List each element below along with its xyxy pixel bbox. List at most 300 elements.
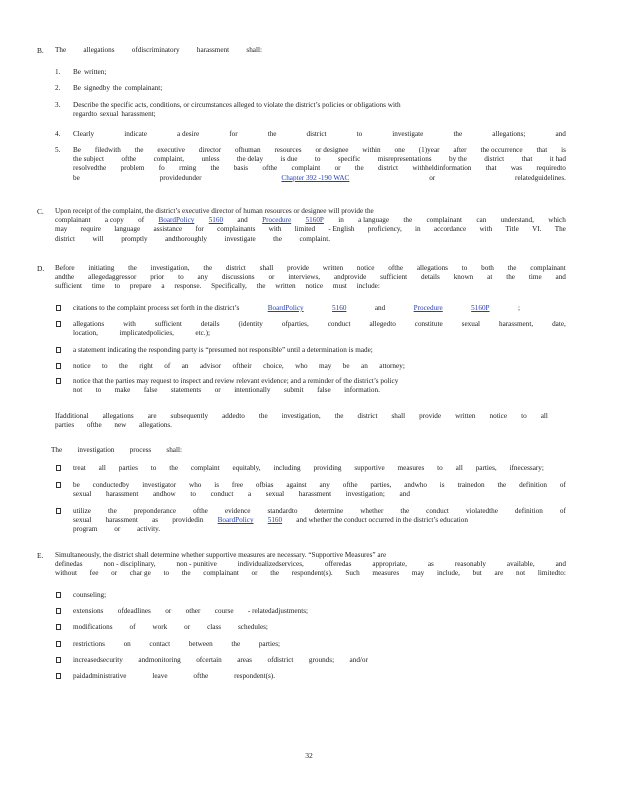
word: for xyxy=(195,225,204,234)
word: include, xyxy=(436,569,460,578)
policy-link[interactable]: 5160 xyxy=(332,304,347,312)
word: the xyxy=(112,84,122,92)
word: to xyxy=(437,464,443,472)
word: sufficient xyxy=(55,282,83,291)
list-number: 5. xyxy=(55,146,61,154)
word: ofbias xyxy=(255,481,274,489)
word: the subject xyxy=(73,155,104,164)
word: provide xyxy=(287,264,309,272)
bullet-box-icon xyxy=(56,482,61,488)
word: resolvedthe xyxy=(73,164,107,173)
word: district xyxy=(378,164,398,173)
word: harassment; xyxy=(121,110,156,119)
word: - relatedadjustments; xyxy=(247,607,308,615)
word: ofthe xyxy=(193,672,209,680)
word: class xyxy=(207,623,222,631)
word: all xyxy=(455,464,463,472)
word: be xyxy=(73,173,80,182)
word: increasedsecurity xyxy=(73,656,123,664)
word: for xyxy=(229,130,238,138)
word: parties, xyxy=(475,464,497,472)
word: citations to the complaint process set forth in the district’s xyxy=(73,304,240,312)
word: fee xyxy=(89,569,99,578)
word: is due xyxy=(280,155,298,164)
word: ofcertain xyxy=(196,656,222,664)
word: is xyxy=(214,481,220,489)
word: be xyxy=(342,362,350,370)
word: other xyxy=(185,607,201,615)
list-number: 1. xyxy=(55,68,61,76)
word: can xyxy=(476,216,487,225)
word: to xyxy=(114,282,121,291)
word: parties; xyxy=(258,640,280,648)
bullet-box-icon xyxy=(56,305,61,311)
word: regardto xyxy=(73,110,97,119)
bullet-box-icon xyxy=(56,592,61,598)
word: statements xyxy=(170,386,202,395)
word: complainant xyxy=(426,216,462,225)
word: and xyxy=(555,273,566,282)
word: interviews, xyxy=(288,273,321,282)
word: provide xyxy=(419,412,442,420)
word: ; xyxy=(517,304,520,312)
text-line xyxy=(73,329,210,339)
word: Ifadditional xyxy=(55,412,89,420)
word: fo xyxy=(158,164,165,173)
word: parties xyxy=(118,464,138,472)
word: to xyxy=(461,264,468,272)
word: ofthe xyxy=(388,264,404,272)
word: andprovide xyxy=(333,273,367,282)
word: non - punitive xyxy=(176,560,217,569)
word: andhow xyxy=(152,490,176,499)
word: response. xyxy=(174,282,202,291)
word: providing xyxy=(313,464,342,472)
policy-link[interactable]: BoardPolicy xyxy=(217,516,254,525)
word: harassment xyxy=(298,490,332,499)
word: areas xyxy=(237,656,252,664)
word: parties xyxy=(55,421,75,430)
policy-link[interactable]: Procedure xyxy=(262,216,292,225)
word: notice xyxy=(73,362,91,370)
bullet-box-icon xyxy=(56,657,61,663)
word: sexual xyxy=(73,490,92,499)
word: ofparties, xyxy=(281,320,309,328)
word: allegations xyxy=(83,46,115,54)
text-line xyxy=(73,346,373,356)
word: the xyxy=(354,164,364,173)
bullet-box-icon xyxy=(56,608,61,614)
word: Be xyxy=(73,146,81,154)
word: that xyxy=(485,164,497,173)
word: filedwith xyxy=(94,146,121,154)
word: false xyxy=(317,386,331,395)
list-number: 3. xyxy=(55,101,61,109)
text-line xyxy=(55,235,330,245)
word: may xyxy=(411,569,425,578)
word: process xyxy=(129,446,152,454)
text-line xyxy=(73,672,275,682)
word: proficiency, xyxy=(367,225,402,234)
word: to xyxy=(521,412,527,420)
word: specific xyxy=(337,155,361,164)
policy-link[interactable]: BoardPolicy xyxy=(158,216,195,225)
word: details xyxy=(421,273,440,282)
word: trainedon xyxy=(457,481,485,489)
word: providedunder xyxy=(159,173,202,182)
word: ofhuman xyxy=(235,146,261,154)
word: ofthe xyxy=(342,481,358,489)
word: a language xyxy=(358,216,390,225)
word: or xyxy=(114,525,121,534)
word: within xyxy=(362,146,381,154)
word: an xyxy=(181,362,189,370)
word: to xyxy=(163,569,170,578)
word: offeredas xyxy=(324,560,352,569)
word: or xyxy=(268,273,275,282)
word: after xyxy=(453,146,467,154)
word: violatedthe xyxy=(465,507,498,515)
word: any xyxy=(319,481,330,489)
section-letter: D. xyxy=(37,264,45,273)
word: shall xyxy=(259,264,274,272)
word: sexual xyxy=(265,490,285,499)
word: understand, xyxy=(500,216,534,225)
word: allegations; xyxy=(492,130,526,138)
word: The xyxy=(554,225,566,234)
word: ofthe xyxy=(86,421,102,430)
word: all xyxy=(98,464,106,472)
word: may xyxy=(55,225,68,234)
word: without xyxy=(55,569,77,578)
word: was xyxy=(510,164,523,173)
word: (1)year xyxy=(418,146,440,154)
word: complainant xyxy=(530,264,566,272)
word: constitute xyxy=(414,320,443,328)
word: leave xyxy=(152,672,168,680)
word: is xyxy=(439,481,445,489)
word: preponderance xyxy=(133,507,177,515)
word: director xyxy=(198,146,222,154)
word: measures xyxy=(372,569,400,578)
word: which xyxy=(548,216,566,225)
word: program xyxy=(73,525,98,534)
word: andthoroughly xyxy=(165,234,207,243)
word: ofdeadlines xyxy=(117,607,151,615)
list-number: 4. xyxy=(55,130,61,138)
word: grounds; xyxy=(308,656,335,664)
word: and xyxy=(555,130,566,138)
word: withheldinformation xyxy=(412,164,472,173)
word: conduct xyxy=(327,320,351,328)
word: utilize xyxy=(73,507,91,515)
word: time xyxy=(528,273,542,282)
word: or xyxy=(334,164,341,173)
word: Simultaneously, the district shall determine whether supportive measures are necessary. “Supportive Measures” are xyxy=(55,551,387,559)
word: sufficient xyxy=(380,273,408,282)
text-line xyxy=(73,623,268,633)
word: non - disciplinary, xyxy=(103,560,156,569)
word: harassment xyxy=(196,46,230,54)
word: modifications xyxy=(73,623,113,631)
bullet-box-icon xyxy=(56,321,61,327)
word: notice xyxy=(489,412,508,420)
text-line xyxy=(73,386,380,396)
word: with xyxy=(123,320,136,328)
word: definition xyxy=(519,481,548,489)
word: known xyxy=(453,273,474,282)
word: subsequently xyxy=(170,412,209,420)
word: VI. xyxy=(532,225,542,234)
policy-link[interactable]: 5160P xyxy=(471,304,490,312)
word: allegations xyxy=(416,264,448,272)
word: investigation xyxy=(77,446,115,454)
word: complaint xyxy=(190,464,220,472)
word: Be xyxy=(73,84,81,92)
word: of xyxy=(138,216,145,225)
word: it had xyxy=(549,155,566,164)
word: one xyxy=(394,146,405,154)
word: ofthe xyxy=(121,155,137,164)
word: and xyxy=(237,216,248,225)
word: location, xyxy=(73,329,98,338)
word: shall: xyxy=(246,46,262,54)
word: are xyxy=(494,569,504,578)
word: and/or xyxy=(349,656,368,664)
word: choice, xyxy=(263,362,284,370)
word: intentionally xyxy=(234,386,271,395)
word: assistance xyxy=(153,225,183,234)
word: a xyxy=(161,282,165,291)
word: limitedto: xyxy=(537,569,566,578)
word: the xyxy=(256,282,266,291)
word: both xyxy=(481,264,494,272)
word: whether xyxy=(360,507,384,515)
word: or xyxy=(165,607,172,615)
word: Upon receipt of the complaint, the district’s executive director of human resources or designee will provide the xyxy=(55,207,374,215)
word: the xyxy=(507,264,517,272)
word: the xyxy=(270,569,280,578)
word: to xyxy=(314,155,321,164)
word: restrictions xyxy=(73,640,105,648)
word: a xyxy=(247,490,252,499)
word: investigation, xyxy=(150,264,190,272)
word: language xyxy=(114,225,141,234)
word: to xyxy=(95,386,102,395)
word: ofthe xyxy=(262,164,278,173)
word: complainant xyxy=(55,216,91,225)
text-line xyxy=(73,68,106,78)
word: not xyxy=(73,386,83,395)
word: written; xyxy=(83,68,107,76)
word: time xyxy=(91,282,105,291)
word: as xyxy=(427,560,434,569)
word: a copy xyxy=(104,216,124,225)
word: sufficient xyxy=(154,320,182,328)
word: signedby xyxy=(83,84,110,92)
text-line xyxy=(73,362,405,372)
word: all xyxy=(540,412,548,420)
word: the delay xyxy=(236,155,264,164)
text-line xyxy=(73,656,368,666)
word: respondent(s). xyxy=(291,569,333,578)
word: equitably, xyxy=(232,464,261,472)
word: between xyxy=(188,640,213,648)
word: Before xyxy=(55,264,75,272)
word: Title xyxy=(505,225,519,234)
word: the xyxy=(169,464,179,472)
text-line xyxy=(73,464,544,474)
word: allegations xyxy=(102,412,134,420)
word: the xyxy=(134,146,144,154)
word: parties, xyxy=(370,481,392,489)
word: the xyxy=(453,130,463,138)
bullet-box-icon xyxy=(56,363,61,369)
word: information. xyxy=(344,386,380,395)
word: that xyxy=(521,155,533,164)
word: paidadministrative xyxy=(73,672,127,680)
word: available, xyxy=(506,560,535,569)
word: appropriate, xyxy=(372,560,407,569)
word: is xyxy=(561,146,566,154)
word: the xyxy=(258,412,268,420)
word: accordance xyxy=(433,225,467,234)
word: (identity xyxy=(238,320,263,328)
text-line xyxy=(73,84,162,94)
word: district xyxy=(357,412,378,420)
word: implicatedpolicies, xyxy=(119,329,174,338)
word: andthe xyxy=(55,273,75,282)
word: district xyxy=(484,155,505,164)
word: are xyxy=(147,412,157,420)
word: the xyxy=(181,569,191,578)
word: the xyxy=(128,264,137,272)
word: Describe the specific acts, conditions, or circumstances alleged to violate the district’s policies or obligations with xyxy=(73,101,401,109)
word: any xyxy=(197,273,208,282)
word: ifnecessary; xyxy=(509,464,544,472)
word: on xyxy=(123,640,131,648)
word: of xyxy=(164,362,171,370)
word: against xyxy=(286,481,307,489)
word: problem xyxy=(120,164,145,173)
word: requiredto xyxy=(536,164,566,173)
bullet-box-icon xyxy=(56,347,61,353)
word: schedules; xyxy=(237,623,268,631)
word: in xyxy=(415,225,421,234)
word: the xyxy=(231,640,241,648)
policy-link[interactable]: 5160 xyxy=(267,516,283,525)
bullet-box-icon xyxy=(56,508,61,514)
bullet-box-icon xyxy=(56,641,61,647)
word: definition xyxy=(514,507,543,515)
word: or xyxy=(214,386,221,395)
word: complaint xyxy=(291,164,321,173)
word: written xyxy=(455,412,476,420)
word: contact xyxy=(149,640,171,648)
word: activity. xyxy=(137,525,160,534)
word: and xyxy=(555,560,566,569)
word: notice that the parties may request to inspect and review relevant evidence; and a reminder of the district’s policy xyxy=(73,377,399,385)
word: Clearly xyxy=(73,130,95,138)
word: or designee xyxy=(315,146,349,154)
word: basis xyxy=(233,164,249,173)
word: individualizedservices, xyxy=(237,560,304,569)
bullet-box-icon xyxy=(56,465,61,471)
bullet-box-icon xyxy=(56,378,61,384)
policy-link[interactable]: BoardPolicy xyxy=(267,304,304,312)
word: course xyxy=(214,607,234,615)
text-line xyxy=(73,525,160,535)
word: char ge xyxy=(129,569,151,578)
word: district xyxy=(306,130,327,138)
word: the xyxy=(334,412,344,420)
word: the occurrence xyxy=(480,146,523,154)
word: an xyxy=(361,362,368,370)
word: including xyxy=(273,464,301,472)
policy-link[interactable]: Procedure xyxy=(413,304,443,312)
text-line xyxy=(55,421,172,431)
word: rming xyxy=(179,164,197,173)
word: andwho xyxy=(404,481,427,489)
word: a desire xyxy=(177,130,200,138)
word: who xyxy=(189,481,202,489)
word: who xyxy=(295,362,308,370)
word: a statement indicating the responding party is “presumed not responsible” until a determination is made; xyxy=(73,346,373,354)
word: harassment xyxy=(105,516,138,525)
policy-link[interactable]: Chapter 392 -190 WAC xyxy=(281,173,350,182)
text-line xyxy=(73,490,410,500)
word: Specifically, xyxy=(211,282,247,291)
word: work xyxy=(152,623,168,631)
policy-link[interactable]: 5160 xyxy=(208,216,224,225)
word: allegedaggressor xyxy=(88,273,137,282)
word: complainant xyxy=(203,569,239,578)
word: require xyxy=(80,225,101,234)
word: date, xyxy=(552,320,566,328)
text-line xyxy=(55,46,262,56)
word: prepare xyxy=(129,282,152,291)
word: andmonitoring xyxy=(138,656,181,664)
text-line xyxy=(73,130,566,140)
word: must xyxy=(332,282,347,291)
word: extensions xyxy=(73,607,104,615)
word: to xyxy=(102,362,108,370)
word: promptly xyxy=(121,234,148,243)
word: Be xyxy=(73,68,81,76)
word: standardto xyxy=(267,507,298,515)
word: counseling; xyxy=(73,591,107,599)
word: harassment xyxy=(106,490,139,499)
policy-link[interactable]: 5160P xyxy=(305,216,324,225)
word: allegedto xyxy=(369,320,396,328)
word: indicate xyxy=(124,130,147,138)
word: supportive xyxy=(354,464,385,472)
word: respondent(s). xyxy=(234,672,275,680)
word: executive xyxy=(157,146,185,154)
word: evidence xyxy=(224,507,251,515)
word: reasonably xyxy=(454,560,486,569)
word: but xyxy=(472,569,482,578)
word: with xyxy=(479,225,493,234)
word: relatedguidelines. xyxy=(515,173,566,182)
word: sexual xyxy=(461,320,481,328)
word: discussions xyxy=(221,273,255,282)
word: with xyxy=(268,225,282,234)
word: at xyxy=(487,273,493,282)
word: ofdiscriminatory xyxy=(131,46,180,54)
word: and xyxy=(374,304,386,312)
word: written xyxy=(322,264,344,272)
